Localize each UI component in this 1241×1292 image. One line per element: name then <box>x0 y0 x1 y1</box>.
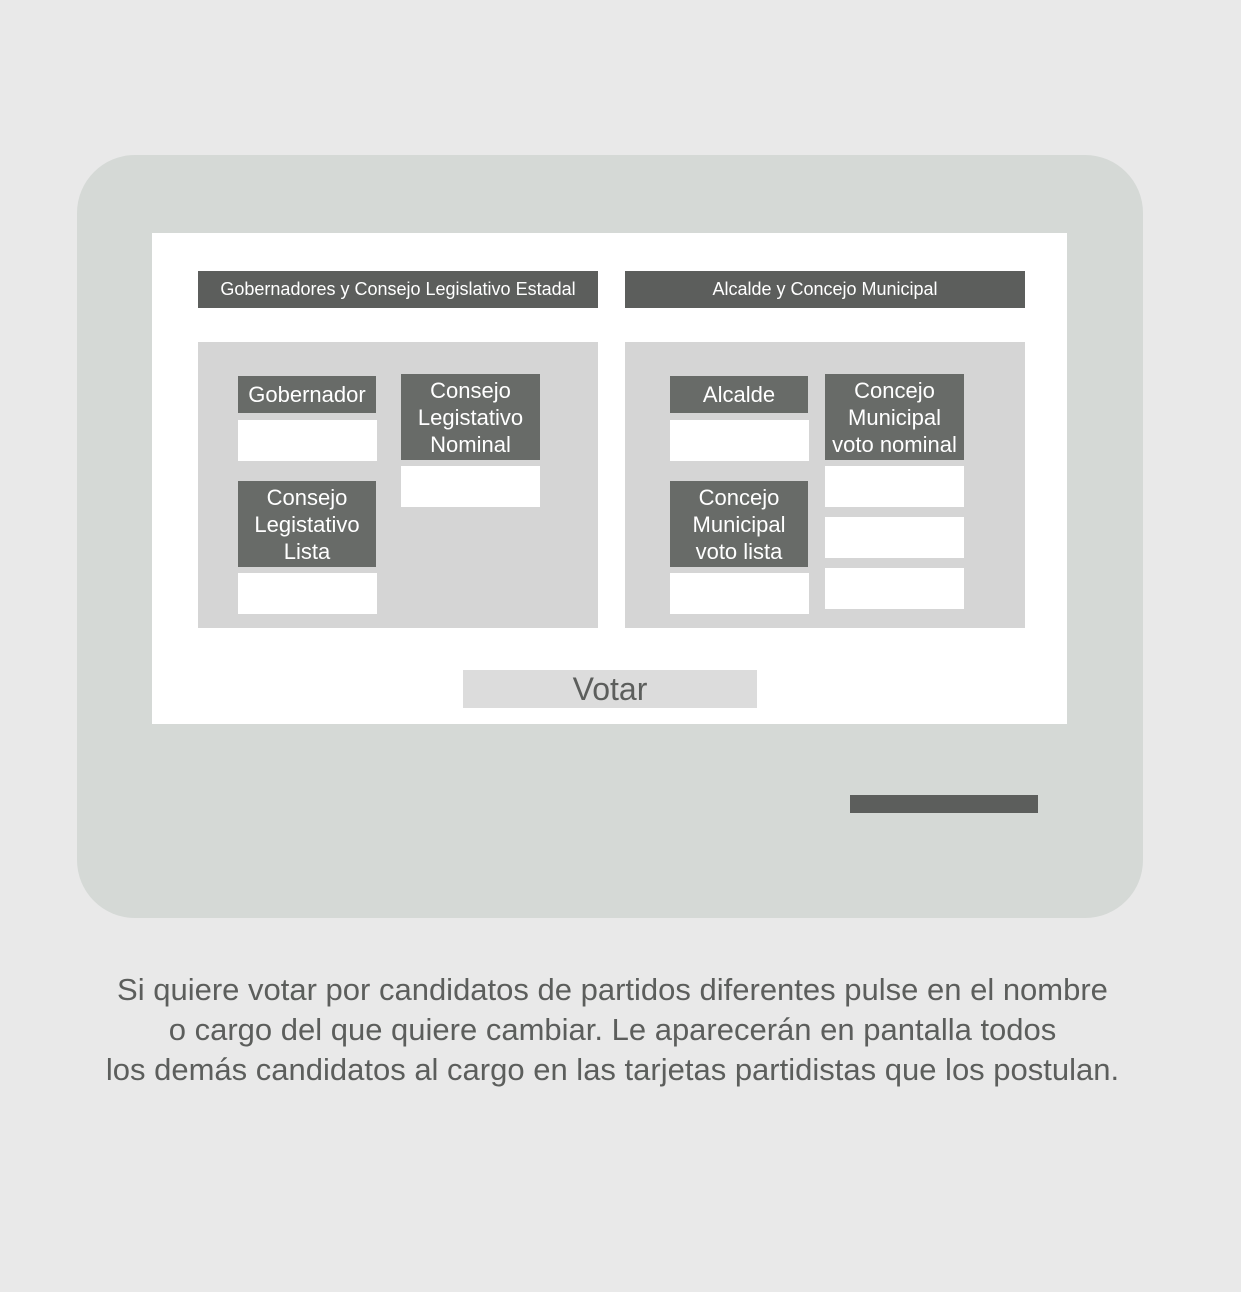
label-line: Nominal <box>430 431 511 457</box>
field-consejo-legislativo-lista[interactable] <box>238 573 377 614</box>
label-concejo-municipal-lista[interactable] <box>670 481 808 567</box>
field-concejo-municipal-nominal-1[interactable] <box>825 466 964 507</box>
section-header-gobernadores: Gobernadores y Consejo Legislativo Estadal <box>198 271 598 308</box>
field-gobernador[interactable] <box>238 420 377 461</box>
section-header-alcalde: Alcalde y Concejo Municipal <box>625 271 1025 308</box>
label-line: Municipal <box>848 404 941 430</box>
label-line: Legistativo <box>417 404 524 430</box>
label-alcalde[interactable]: Alcalde <box>670 376 808 413</box>
label-line: Consejo <box>430 377 511 403</box>
instructions-text <box>0 970 1225 1090</box>
label-consejo-legislativo-lista[interactable] <box>238 481 376 567</box>
instructions-line: los demás candidatos al cargo en las tarjetas partidistas que los postulan. <box>105 1052 1120 1087</box>
instructions-line: Si quiere votar por candidatos de partidos diferentes pulse en el nombre <box>117 972 1108 1007</box>
label-concejo-municipal-nominal[interactable] <box>825 374 964 460</box>
ballot-slot <box>850 795 1038 813</box>
label-line: voto nominal <box>832 431 957 457</box>
field-alcalde[interactable] <box>670 420 809 461</box>
label-line: Concejo <box>854 377 935 403</box>
label-line: voto lista <box>695 538 783 564</box>
label-line: Legistativo <box>254 511 360 537</box>
vote-button[interactable]: Votar <box>463 670 757 708</box>
label-line: Concejo <box>698 484 780 510</box>
field-concejo-municipal-nominal-3[interactable] <box>825 568 964 609</box>
label-line: Lista <box>283 538 331 564</box>
label-line: Consejo <box>266 484 348 510</box>
label-line: Municipal <box>692 511 786 537</box>
label-gobernador[interactable]: Gobernador <box>238 376 376 413</box>
label-consejo-legislativo-nominal[interactable] <box>401 374 540 460</box>
field-concejo-municipal-nominal-2[interactable] <box>825 517 964 558</box>
field-consejo-legislativo-nominal[interactable] <box>401 466 540 507</box>
instructions-line: o cargo del que quiere cambiar. Le aparecerán en pantalla todos <box>168 1012 1057 1047</box>
field-concejo-municipal-lista[interactable] <box>670 573 809 614</box>
